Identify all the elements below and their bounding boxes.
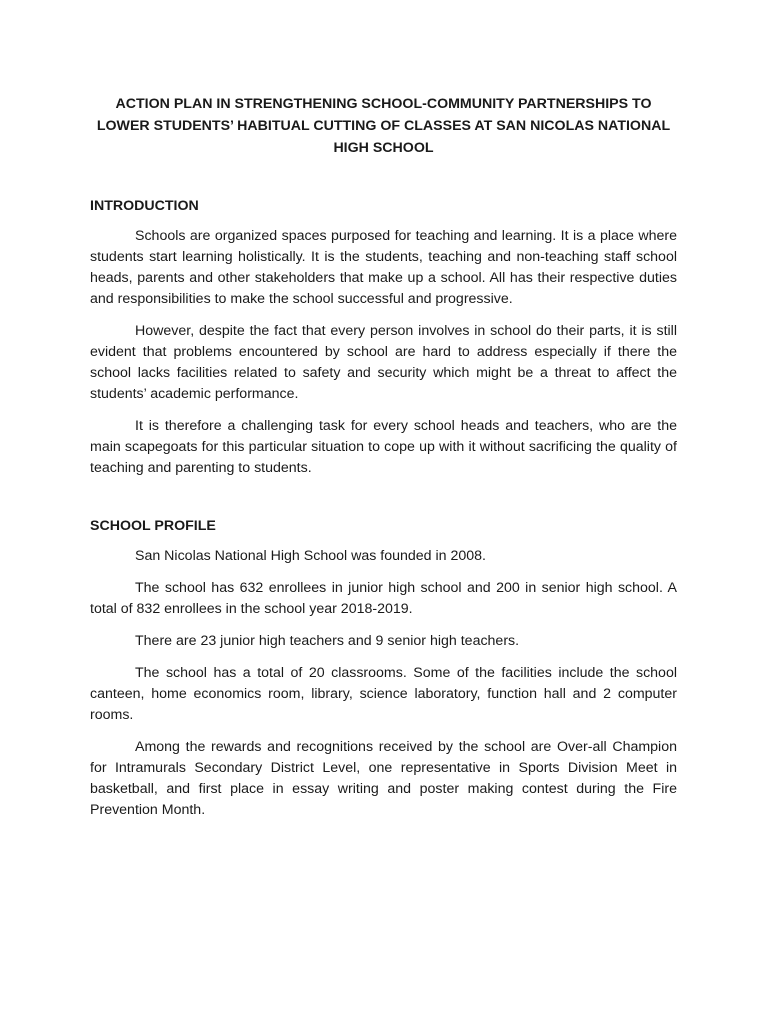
- paragraph: The school has a total of 20 classrooms. Some of the facilities include the school canteen, home economics room, library, science laboratory, function hall and 2 computer rooms.: [90, 665, 677, 723]
- paragraph: The school has 632 enrollees in junior high school and 200 in senior high school. A total of 832 enrollees in the school year 2018-2019.: [90, 580, 677, 617]
- section-heading: SCHOOL PROFILE: [90, 518, 216, 534]
- introduction-section: [90, 196, 677, 479]
- section-heading: INTRODUCTION: [90, 198, 199, 214]
- paragraph: It is therefore a challenging task for every school heads and teachers, who are the main scapegoats for this particular situation to cope up with it without sacrificing the quality of teaching and parenting to students.: [90, 418, 677, 476]
- paragraph: There are 23 junior high teachers and 9 senior high teachers.: [135, 633, 520, 649]
- paragraph: However, despite the fact that every person involves in school do their parts, it is still evident that problems encountered by school are hard to address especially if there the school lacks facilities related to safety and security which might be a threat to affect the students’ academic performance.: [90, 323, 677, 402]
- paragraph: Among the rewards and recognitions received by the school are Over-all Champion for Intramurals Secondary District Level, one representative in Sports Division Meet in basketball, and first place in essay writing and poster making contest during the Fire Prevention Month.: [90, 739, 677, 818]
- document-page: [90, 93, 677, 832]
- school-profile-section: [90, 516, 677, 821]
- paragraph: San Nicolas National High School was founded in 2008.: [135, 548, 486, 564]
- document-title: ACTION PLAN IN STRENGTHENING SCHOOL-COMMUNITY PARTNERSHIPS TO LOWER STUDENTS’ HABITUAL CUTTING OF CLASSES AT SAN NICOLAS NATIONAL HIGH SCHOOL: [96, 96, 671, 156]
- paragraph: Schools are organized spaces purposed for teaching and learning. It is a place where students start learning holistically. It is the students, teaching and non-teaching staff school heads, parents and other stakeholders that make up a school. All has their respective duties and responsibilities to make the school successful and progressive.: [90, 228, 677, 307]
